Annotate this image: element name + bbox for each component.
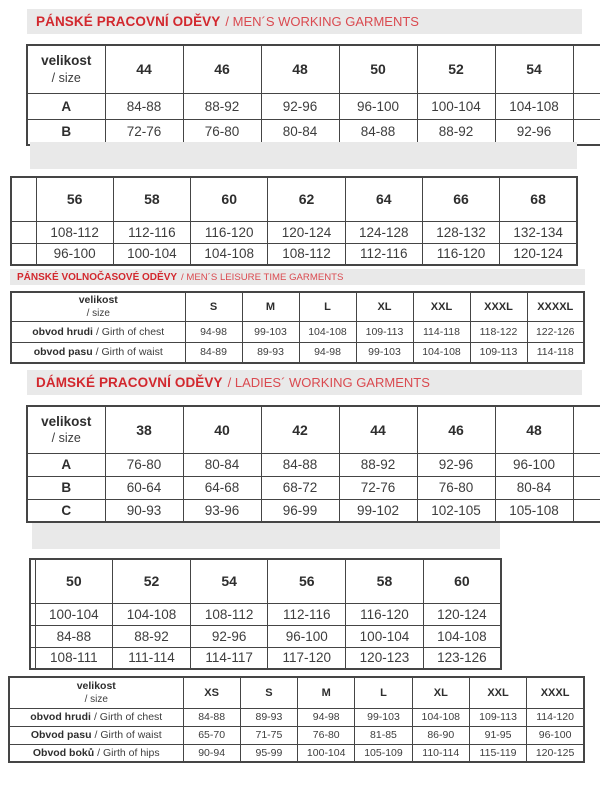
measurement-value-cell: 104-108: [113, 603, 191, 625]
size-column-header: XXL: [469, 677, 526, 708]
measurement-value-cell: 68-72: [261, 476, 339, 499]
measurement-value-cell: 118-122: [470, 321, 527, 342]
measurement-value-cell: 91-95: [469, 726, 526, 744]
size-column-header: 46: [183, 45, 261, 93]
size-column-header: S: [240, 677, 297, 708]
measurement-value-cell: 112-116: [268, 603, 346, 625]
measurement-value-cell: 76-80: [183, 119, 261, 145]
measurement-value-cell: 99-103: [355, 708, 412, 726]
size-column-header: XXXXL: [527, 292, 584, 321]
size-column-header: M: [242, 292, 299, 321]
size-column-header: XL: [412, 677, 469, 708]
size-column-header: XXL: [413, 292, 470, 321]
size-column-header: XXXL: [527, 677, 584, 708]
row-label: B: [27, 119, 105, 145]
cut-off-stub-cell: [11, 177, 36, 221]
size-column-header: L: [355, 677, 412, 708]
measurement-value-cell: 114-118: [527, 342, 584, 363]
measurement-value-cell: 92-96: [190, 625, 268, 647]
size-table: [29, 558, 502, 670]
section-title-english: / MEN´S WORKING GARMENTS: [225, 14, 419, 29]
measurement-value-cell: 80-84: [495, 476, 573, 499]
size-corner-label: [11, 292, 185, 321]
measurement-value-cell: 80-84: [261, 119, 339, 145]
measurement-value-cell: 96-100: [339, 93, 417, 119]
corner-label-line1: velikost: [41, 53, 92, 69]
section-title-czech: PÁNSKÉ PRACOVNÍ ODĚVY: [36, 14, 221, 29]
measurement-value-cell: 60-64: [105, 476, 183, 499]
measurement-value-cell: 117-120: [268, 647, 346, 669]
table-row: [30, 625, 501, 647]
measurement-value-cell: 96-100: [527, 726, 584, 744]
row-label: B: [27, 476, 105, 499]
corner-label-line1: velikost: [76, 679, 116, 692]
section-title-czech: PÁNSKÉ VOLNOČASOVÉ ODĚVY: [17, 271, 178, 283]
measurement-value-cell: 122-126: [527, 321, 584, 342]
size-column-header: 58: [113, 177, 190, 221]
cut-off-stub-cell: [573, 453, 600, 476]
row-label-english: / Girth of hips: [97, 746, 160, 759]
measurement-value-cell: 128-132: [422, 221, 499, 243]
measurement-value-cell: 120-124: [423, 603, 501, 625]
measurement-value-cell: 90-94: [183, 744, 240, 762]
measurement-value-cell: 94-98: [299, 342, 356, 363]
row-label: A: [27, 453, 105, 476]
row-label-czech: obvod hrudi: [32, 325, 93, 338]
size-column-header: 46: [417, 406, 495, 453]
mens-working-sizes-56-68-table: [10, 176, 578, 266]
measurement-value-cell: 112-116: [113, 221, 190, 243]
measurement-value-cell: 88-92: [113, 625, 191, 647]
table-row: [27, 476, 600, 499]
row-label-english: / Girth of waist: [95, 346, 163, 359]
measurement-row-label: [11, 321, 185, 342]
measurement-value-cell: 92-96: [261, 93, 339, 119]
size-column-header: 44: [339, 406, 417, 453]
measurement-value-cell: 120-125: [527, 744, 584, 762]
measurement-value-cell: 96-100: [36, 243, 113, 265]
size-column-header: 54: [495, 45, 573, 93]
measurement-value-cell: 104-108: [299, 321, 356, 342]
size-column-header: 64: [345, 177, 422, 221]
size-column-header: 60: [191, 177, 268, 221]
size-table: [26, 44, 600, 146]
row-label-english: / Girth of chest: [93, 711, 163, 723]
corner-label-line2: / size: [51, 70, 81, 85]
measurement-value-cell: 84-88: [35, 625, 113, 647]
measurement-value-cell: 116-120: [191, 221, 268, 243]
measurement-value-cell: 99-102: [339, 499, 417, 522]
table-row: [11, 342, 584, 363]
table-row: [27, 93, 600, 119]
measurement-value-cell: 102-105: [417, 499, 495, 522]
size-column-header: 62: [268, 177, 345, 221]
size-column-header: 50: [339, 45, 417, 93]
measurement-value-cell: 100-104: [35, 603, 113, 625]
mens-working-sizes-44-54-clip: [26, 44, 600, 148]
measurement-value-cell: 100-104: [417, 93, 495, 119]
measurement-value-cell: 108-112: [36, 221, 113, 243]
measurement-value-cell: 111-114: [113, 647, 191, 669]
cut-off-stub-cell: [573, 119, 600, 145]
measurement-value-cell: 71-75: [240, 726, 297, 744]
measurement-value-cell: 114-118: [413, 321, 470, 342]
measurement-value-cell: 90-93: [105, 499, 183, 522]
cut-off-stub-cell: [11, 221, 36, 243]
measurement-value-cell: 72-76: [339, 476, 417, 499]
measurement-value-cell: 116-120: [422, 243, 499, 265]
measurement-value-cell: 86-90: [412, 726, 469, 744]
row-label-czech: obvod hrudi: [30, 711, 91, 723]
section-divider-bar: [30, 142, 577, 169]
measurement-value-cell: 108-112: [268, 243, 345, 265]
measurement-value-cell: 92-96: [495, 119, 573, 145]
ladies-girth-table: [8, 676, 585, 763]
table-row: [9, 744, 584, 762]
measurement-value-cell: 104-108: [412, 708, 469, 726]
table-row: [11, 321, 584, 342]
size-table: [10, 291, 585, 364]
corner-label-line1: velikost: [41, 413, 92, 429]
section-title-english: / MEN´S LEISURE TIME GARMENTS: [181, 271, 344, 283]
table-row: [9, 708, 584, 726]
corner-label-line2: / size: [86, 308, 110, 320]
section-title-ladies-working: [27, 370, 582, 395]
row-label-english: / Girth of waist: [94, 729, 162, 741]
size-corner-label: [27, 45, 105, 93]
size-column-header: 50: [35, 559, 113, 603]
measurement-value-cell: 104-108: [423, 625, 501, 647]
size-table: [10, 176, 578, 266]
measurement-value-cell: 114-120: [527, 708, 584, 726]
measurement-value-cell: 104-108: [413, 342, 470, 363]
measurement-value-cell: 72-76: [105, 119, 183, 145]
measurement-value-cell: 100-104: [113, 243, 190, 265]
measurement-row-label: [11, 342, 185, 363]
measurement-value-cell: 104-108: [191, 243, 268, 265]
cut-off-stub-cell: [573, 93, 600, 119]
measurement-value-cell: 96-100: [268, 625, 346, 647]
measurement-value-cell: 89-93: [240, 708, 297, 726]
section-title-czech: DÁMSKÉ PRACOVNÍ ODĚVY: [36, 375, 223, 390]
size-column-header: XXXL: [470, 292, 527, 321]
measurement-value-cell: 109-113: [470, 342, 527, 363]
measurement-value-cell: 132-134: [500, 221, 577, 243]
size-column-header: 56: [36, 177, 113, 221]
size-column-header: M: [298, 677, 355, 708]
measurement-row-label: [9, 708, 183, 726]
section-title-mens-leisure: [10, 269, 585, 285]
measurement-value-cell: 89-93: [242, 342, 299, 363]
table-row: [30, 647, 501, 669]
measurement-value-cell: 108-112: [190, 603, 268, 625]
table-row: [30, 603, 501, 625]
size-column-header: 52: [113, 559, 191, 603]
measurement-value-cell: 124-128: [345, 221, 422, 243]
size-column-header: 52: [417, 45, 495, 93]
size-column-header: 54: [190, 559, 268, 603]
corner-label-line2: / size: [51, 431, 81, 446]
size-column-header: 38: [105, 406, 183, 453]
measurement-value-cell: 81-85: [355, 726, 412, 744]
measurement-value-cell: 88-92: [339, 453, 417, 476]
cut-off-stub-cell: [573, 406, 600, 453]
measurement-value-cell: 64-68: [183, 476, 261, 499]
measurement-value-cell: 120-124: [268, 221, 345, 243]
size-corner-label: [27, 406, 105, 453]
measurement-value-cell: 92-96: [417, 453, 495, 476]
table-row: [11, 243, 577, 265]
mens-leisure-girth-table: [10, 291, 585, 364]
measurement-value-cell: 99-103: [356, 342, 413, 363]
corner-label-line2: / size: [84, 694, 108, 706]
measurement-value-cell: 108-111: [35, 647, 113, 669]
table-row: [11, 221, 577, 243]
size-column-header: 58: [346, 559, 424, 603]
measurement-value-cell: 96-100: [495, 453, 573, 476]
cut-off-stub-cell: [573, 499, 600, 522]
measurement-value-cell: 100-104: [346, 625, 424, 647]
section-title-mens-working: [27, 9, 582, 34]
table-row: [9, 726, 584, 744]
measurement-value-cell: 115-119: [469, 744, 526, 762]
size-table: [8, 676, 585, 763]
measurement-value-cell: 88-92: [417, 119, 495, 145]
size-column-header: 40: [183, 406, 261, 453]
measurement-value-cell: 114-117: [190, 647, 268, 669]
cut-off-stub-cell: [573, 45, 600, 93]
ladies-working-sizes-38-48-table: [26, 405, 600, 523]
measurement-value-cell: 105-108: [495, 499, 573, 522]
size-column-header: 48: [261, 45, 339, 93]
measurement-value-cell: 95-99: [240, 744, 297, 762]
size-column-header: 68: [500, 177, 577, 221]
measurement-value-cell: 120-123: [346, 647, 424, 669]
section-title-english: / LADIES´ WORKING GARMENTS: [227, 375, 430, 390]
size-column-header: 66: [422, 177, 499, 221]
size-column-header: 48: [495, 406, 573, 453]
corner-label-line1: velikost: [78, 294, 118, 306]
measurement-row-label: [9, 744, 183, 762]
ladies-working-sizes-38-48-clip: [26, 405, 600, 525]
measurement-value-cell: 116-120: [346, 603, 424, 625]
measurement-value-cell: 88-92: [183, 93, 261, 119]
measurement-value-cell: 76-80: [105, 453, 183, 476]
measurement-value-cell: 84-88: [261, 453, 339, 476]
size-column-header: 60: [423, 559, 501, 603]
row-label-czech: obvod pasu: [33, 346, 93, 359]
row-label: C: [27, 499, 105, 522]
measurement-value-cell: 104-108: [495, 93, 573, 119]
measurement-value-cell: 84-88: [183, 708, 240, 726]
row-label: A: [27, 93, 105, 119]
size-column-header: 42: [261, 406, 339, 453]
measurement-value-cell: 65-70: [183, 726, 240, 744]
measurement-value-cell: 84-88: [105, 93, 183, 119]
row-label-czech: Obvod boků: [32, 746, 95, 759]
cut-off-stub-cell: [573, 476, 600, 499]
measurement-value-cell: 123-126: [423, 647, 501, 669]
mens-working-sizes-44-54-table: [26, 44, 600, 146]
size-column-header: XS: [183, 677, 240, 708]
measurement-value-cell: 105-109: [355, 744, 412, 762]
size-column-header: 44: [105, 45, 183, 93]
measurement-value-cell: 99-103: [242, 321, 299, 342]
measurement-value-cell: 112-116: [345, 243, 422, 265]
ladies-working-sizes-50-60-table: [29, 558, 502, 670]
size-column-header: XL: [356, 292, 413, 321]
table-row: [27, 453, 600, 476]
size-column-header: L: [299, 292, 356, 321]
measurement-value-cell: 120-124: [500, 243, 577, 265]
table-row: [27, 499, 600, 522]
measurement-value-cell: 100-104: [298, 744, 355, 762]
measurement-value-cell: 94-98: [185, 321, 242, 342]
size-corner-label: [9, 677, 183, 708]
measurement-value-cell: 84-88: [339, 119, 417, 145]
measurement-value-cell: 76-80: [417, 476, 495, 499]
size-table: [26, 405, 600, 523]
measurement-value-cell: 76-80: [298, 726, 355, 744]
row-label-english: / Girth of chest: [95, 325, 165, 338]
measurement-value-cell: 93-96: [183, 499, 261, 522]
measurement-row-label: [9, 726, 183, 744]
cut-off-stub-cell: [11, 243, 36, 265]
measurement-value-cell: 96-99: [261, 499, 339, 522]
measurement-value-cell: 94-98: [298, 708, 355, 726]
size-column-header: S: [185, 292, 242, 321]
measurement-value-cell: 84-89: [185, 342, 242, 363]
measurement-value-cell: 109-113: [356, 321, 413, 342]
size-column-header: 56: [268, 559, 346, 603]
row-label-czech: Obvod pasu: [30, 729, 92, 741]
measurement-value-cell: 80-84: [183, 453, 261, 476]
section-divider-bar: [32, 523, 500, 549]
measurement-value-cell: 109-113: [469, 708, 526, 726]
measurement-value-cell: 110-114: [412, 744, 469, 762]
